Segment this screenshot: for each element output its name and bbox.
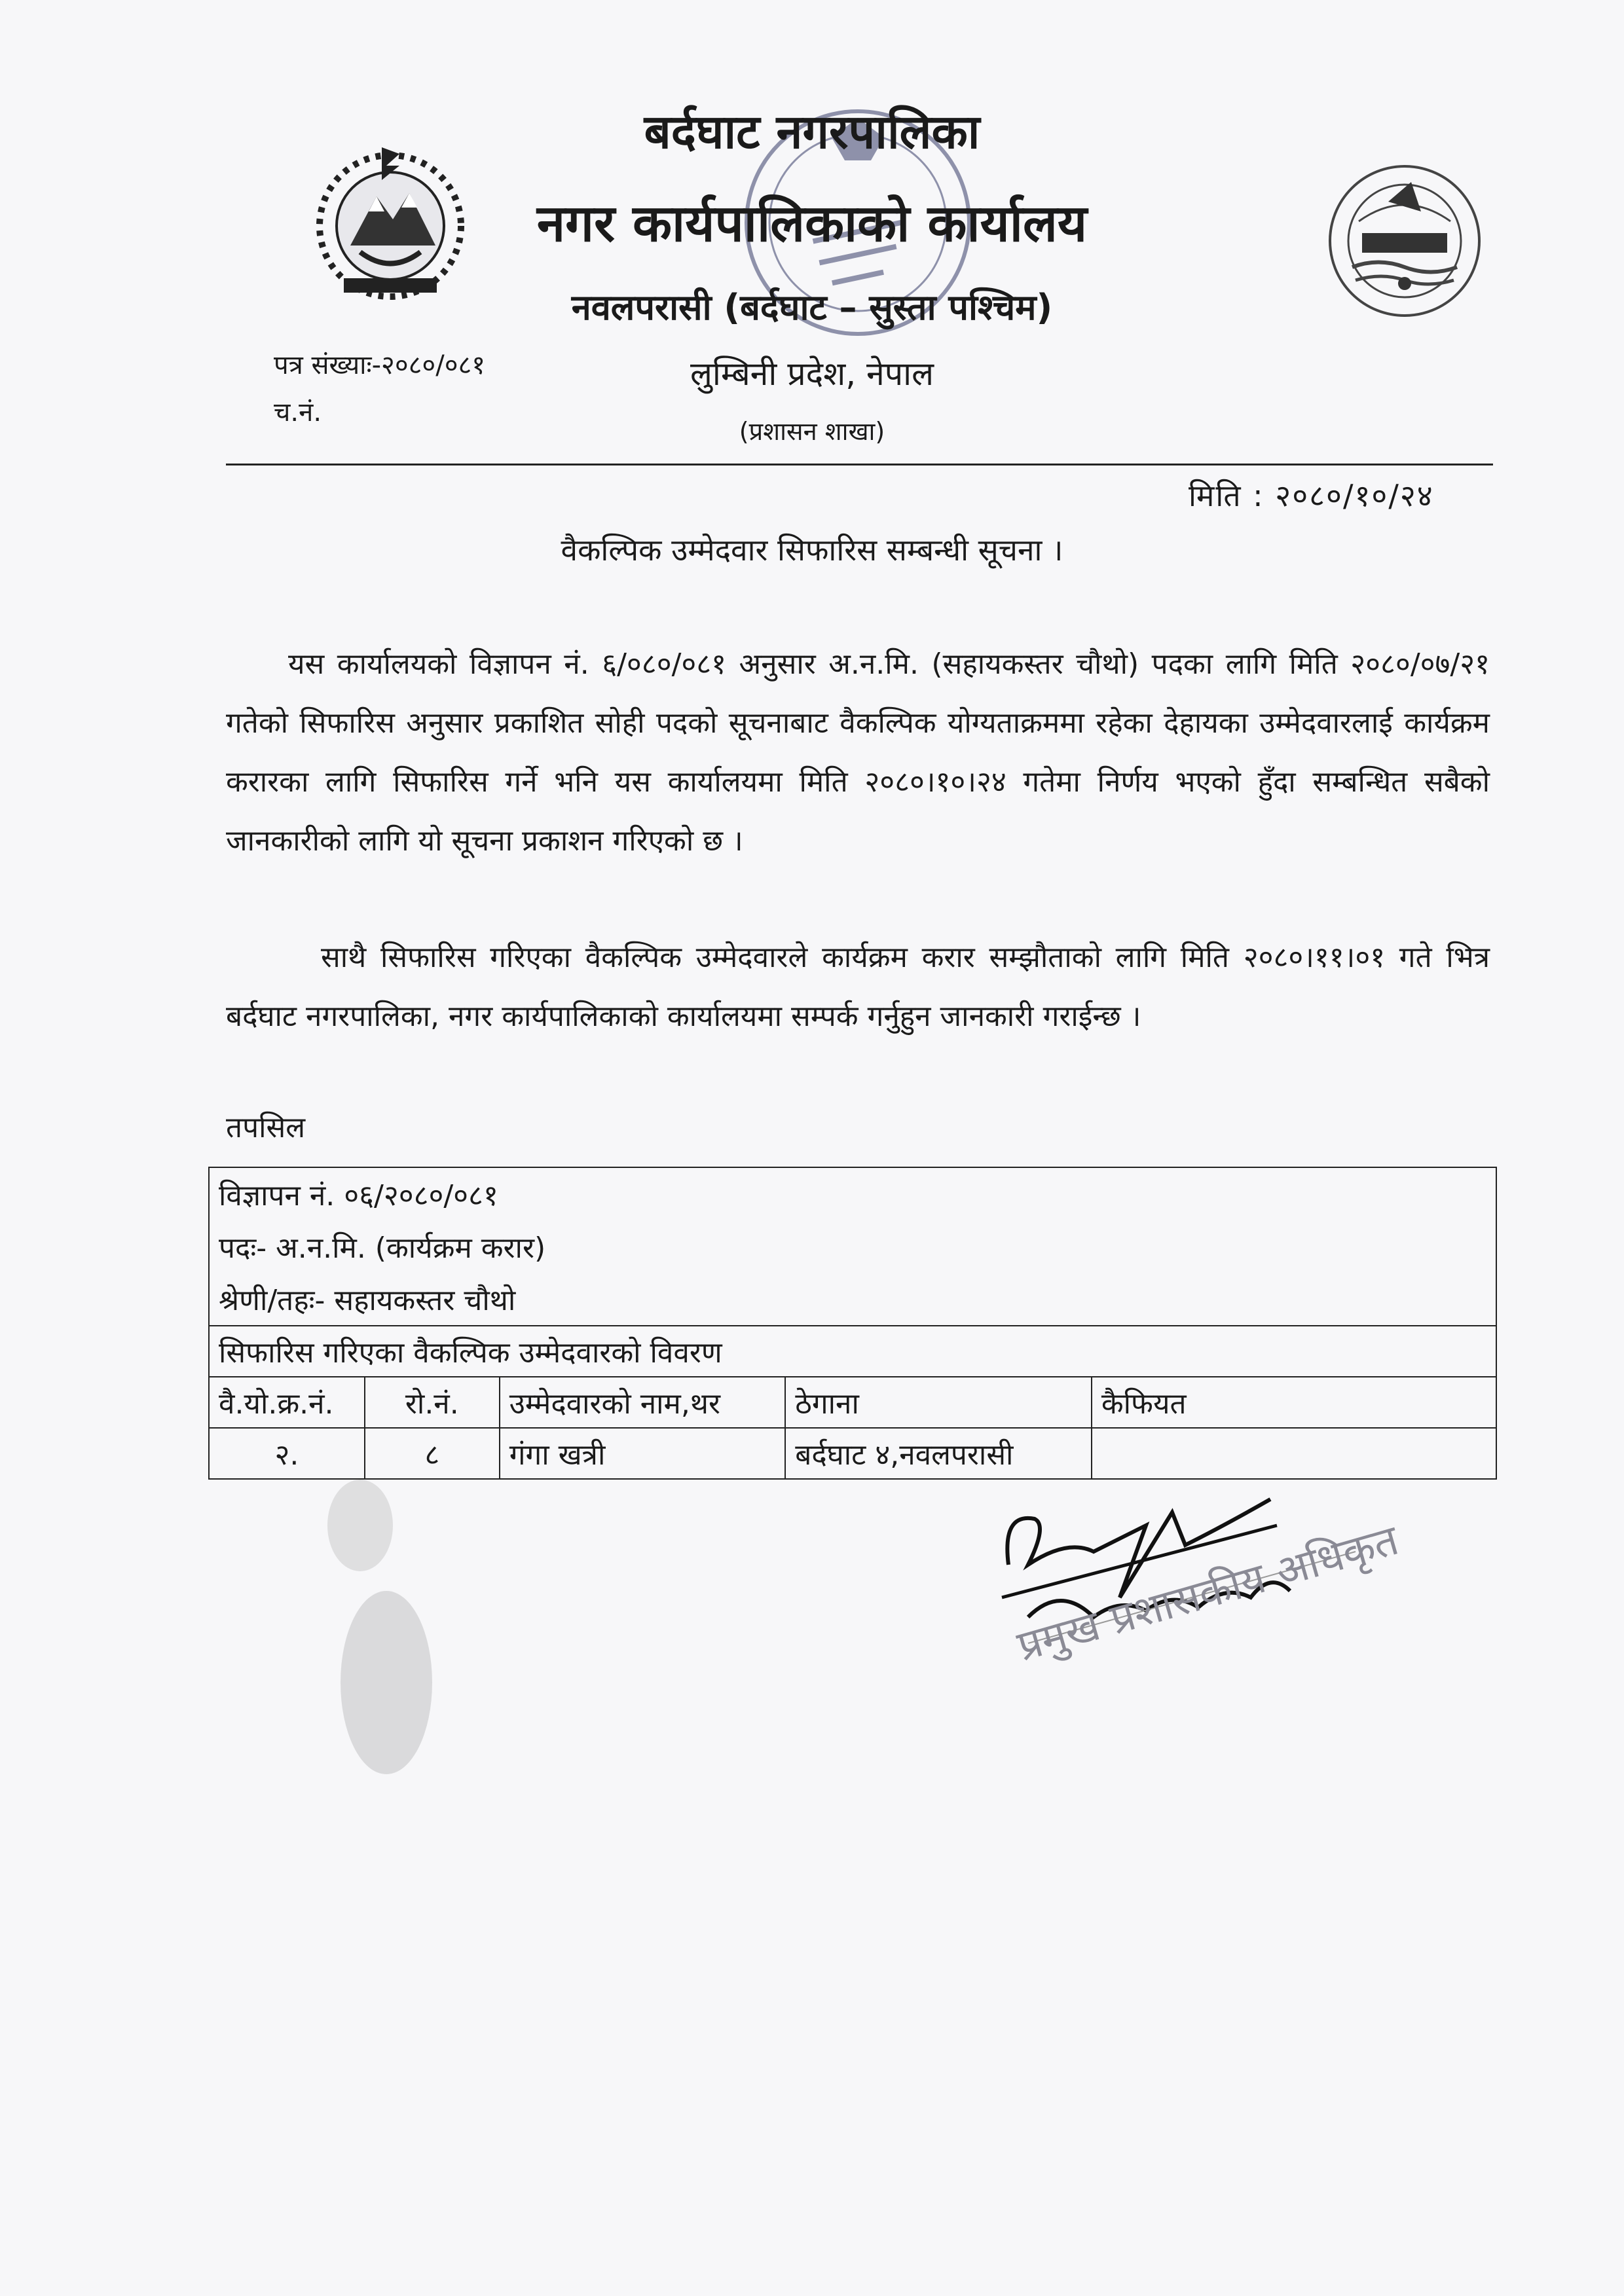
column-header: कैफियत <box>1092 1377 1496 1428</box>
municipality-name: बर्दघाट नगरपालिका <box>644 104 980 159</box>
column-header: ठेगाना <box>785 1377 1092 1428</box>
column-header: वै.यो.क्र.नं. <box>209 1377 365 1428</box>
section-title: सिफारिस गरिएका वैकल्पिक उम्मेदवारको विवरण <box>209 1326 1496 1377</box>
table-cell: बर्दघाट ४,नवलपरासी <box>785 1428 1092 1479</box>
designation-stamp: प्रमुख प्रशासकीय अधिकृत <box>1012 1516 1404 1671</box>
office-address: नवलपरासी (बर्दघाट – सुस्ता पश्चिम) <box>571 287 1053 328</box>
table-info-row <box>209 1273 1496 1326</box>
table-cell <box>1092 1428 1496 1479</box>
subject-line: वैकल्पिक उम्मेदवार सिफारिस सम्बन्धी सूचना । <box>561 532 1063 568</box>
details-label: तपसिल <box>226 1111 306 1144</box>
dispatch-number: च.नं. <box>274 397 322 428</box>
body-paragraph-1: यस कार्यालयको विज्ञापन नं. ६/०८०/०८१ अनुसार अ.न.मि. (सहायकस्तर चौथो) पदका लागि मिति २०८०/०७/२१ गतेको सिफारिस अनुसार प्रकाशित सोही पदको सूचनाबाट वैकल्पिक योग्यताक्रममा रहेका देहायका उम्मेदवारलाई कार्यक्रम करारका लागि सिफारिस गर्ने भनि यस कार्यालयमा मिति २०८०।१०।२४ गतेमा निर्णय भएको हुँदा सम्बन्धित सबैको जानकारीको लागि यो सूचना प्रकाशन गरिएको छ । <box>226 647 1490 858</box>
letter-date: मिति : २०८०/१०/२४ <box>1189 478 1434 513</box>
candidate-table <box>208 1167 1497 1480</box>
table-cell: गंगा खत्री <box>500 1428 786 1479</box>
header-divider <box>226 464 1493 465</box>
province-name: लुम्बिनी प्रदेश, नेपाल <box>690 355 934 393</box>
level-name: श्रेणी/तहः- सहायकस्तर चौथो <box>209 1273 1496 1326</box>
table-info-row <box>209 1220 1496 1273</box>
column-header: उम्मेदवारको नाम,थर <box>500 1377 786 1428</box>
branch-name: (प्रशासन शाखा) <box>739 417 885 446</box>
ad-number: विज्ञापन नं. ०६/२०८०/०८१ <box>209 1167 1496 1220</box>
ink-smudge <box>308 1473 439 1813</box>
table-header-row <box>209 1377 1496 1428</box>
table-info-row <box>209 1167 1496 1220</box>
table-cell: ८ <box>365 1428 500 1479</box>
post-name: पदः- अ.न.मि. (कार्यक्रम करार) <box>209 1220 1496 1273</box>
reference-number: पत्र संख्याः-२०८०/०८१ <box>274 350 486 380</box>
table-section-row <box>209 1326 1496 1377</box>
office-name: नगर कार्यपालिकाको कार्यालय <box>536 194 1088 253</box>
body-paragraph-2: साथै सिफारिस गरिएका वैकल्पिक उम्मेदवारले कार्यक्रम करार सम्झौताको लागि मिति २०८०।११।०१ गते भित्र बर्दघाट नगरपालिका, नगर कार्यपालिकाको कार्यालयमा सम्पर्क गर्नुहुन जानकारी गराईन्छ । <box>226 941 1490 1033</box>
column-header: रो.नं. <box>365 1377 500 1428</box>
table-row <box>209 1428 1496 1479</box>
table-cell: २. <box>209 1428 365 1479</box>
